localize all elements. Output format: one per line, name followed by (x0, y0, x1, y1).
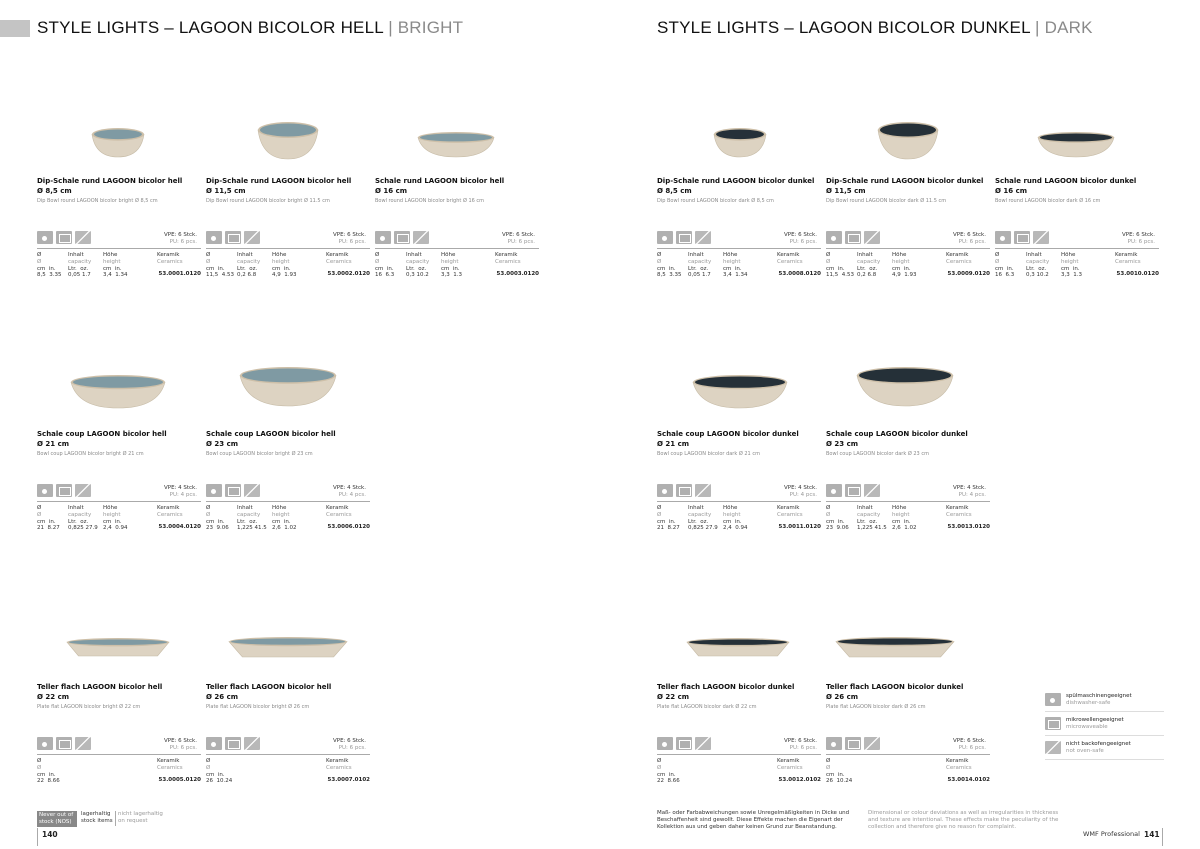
product-name: Schale rund LAGOON bicolor hell (375, 177, 505, 185)
care-icons (657, 484, 711, 497)
product-name: Dip-Schale rund LAGOON bicolor hell (206, 177, 352, 185)
dishwasher-icon (657, 231, 673, 244)
dishwasher-icon (826, 737, 842, 750)
no-oven-icon (244, 737, 260, 750)
packing-unit: VPE: 4 Stck. PU: 4 pcs. (952, 485, 986, 498)
product-card: Dip-Schale rund LAGOON bicolor dunkel Ø 8,5 cm Dip Bowl round LAGOON bicolor dark Ø 8,5 cm VPE: 6 Stck. PU: 6 pcs. Ø Ø cm in. 8,5 3.35 Inhalt capacity Ltr. oz. 0,05 1.7 Höhe height cm in. 3,4 1.34 Keramik Ceramics 53.0008.0120 (657, 177, 821, 279)
dishwasher-icon (206, 737, 222, 750)
product-size: Ø 8,5 cm (37, 187, 72, 195)
packing-unit: VPE: 4 Stck. PU: 4 pcs. (332, 485, 366, 498)
microwave-icon (845, 484, 861, 497)
microwave-icon (1045, 717, 1061, 730)
product-size: Ø 11,5 cm (826, 187, 866, 195)
product-size: Ø 16 cm (375, 187, 408, 195)
on-request-label: nicht lagerhaltig on request (118, 811, 163, 824)
care-legend: spülmaschinengeeignet dishwasher-safe mikrowellengeeignet microwaveable nicht backofengeeignet not oven-safe (1045, 688, 1164, 760)
product-size: Ø 11,5 cm (206, 187, 246, 195)
care-icons (826, 484, 880, 497)
dishwasher-icon (826, 484, 842, 497)
article-number: 53.0002.0120 (327, 271, 370, 277)
packing-unit: VPE: 6 Stck. PU: 6 pcs. (1121, 232, 1155, 245)
microwave-icon (845, 737, 861, 750)
product-image (66, 638, 170, 658)
product-name: Schale coup LAGOON bicolor dunkel (826, 430, 968, 438)
product-size: Ø 22 cm (37, 693, 70, 701)
no-oven-icon (695, 484, 711, 497)
product-image (417, 132, 495, 158)
no-oven-icon (1033, 231, 1049, 244)
article-number: 53.0013.0120 (947, 524, 990, 530)
no-oven-icon (864, 484, 880, 497)
packing-unit: VPE: 4 Stck. PU: 4 pcs. (783, 485, 817, 498)
product-name: Teller flach LAGOON bicolor hell (206, 683, 332, 691)
dishwasher-icon (37, 231, 53, 244)
article-number: 53.0011.0120 (778, 524, 821, 530)
article-number: 53.0006.0120 (327, 524, 370, 530)
product-size: Ø 16 cm (995, 187, 1028, 195)
care-icons (657, 231, 711, 244)
product-name-en: Plate flat LAGOON bicolor dark Ø 26 cm (826, 704, 926, 710)
product-name-en: Bowl coup LAGOON bicolor bright Ø 23 cm (206, 451, 313, 457)
product-name: Teller flach LAGOON bicolor hell (37, 683, 163, 691)
product-size: Ø 21 cm (657, 440, 690, 448)
product-card: Teller flach LAGOON bicolor hell Ø 26 cm Plate flat LAGOON bicolor bright Ø 26 cm VPE: 6 Stck. PU: 6 pcs. Ø Ø cm in. 26 10.24 Keramik Ceramics 53.0007.0102 (206, 683, 370, 785)
product-name-en: Dip Bowl round LAGOON bicolor bright Ø 11.5 cm (206, 198, 330, 204)
product-name: Schale coup LAGOON bicolor dunkel (657, 430, 799, 438)
dishwasher-icon (657, 737, 673, 750)
microwave-icon (845, 231, 861, 244)
product-card: Teller flach LAGOON bicolor dunkel Ø 22 cm Plate flat LAGOON bicolor dark Ø 22 cm VPE: 6 Stck. PU: 6 pcs. Ø Ø cm in. 22 8.66 Keramik Ceramics 53.0012.0102 (657, 683, 821, 785)
product-image (228, 637, 348, 659)
dishwasher-icon (37, 737, 53, 750)
article-number: 53.0010.0120 (1116, 271, 1159, 277)
dishwasher-icon (995, 231, 1011, 244)
microwave-icon (56, 231, 72, 244)
care-icons (826, 231, 880, 244)
page-title-right: STYLE LIGHTS – LAGOON BICOLOR DUNKEL | DARK (657, 18, 1093, 37)
microwave-icon (676, 737, 692, 750)
stock-items-label: lagerhaltig stock items (81, 811, 113, 824)
article-number: 53.0003.0120 (496, 271, 539, 277)
product-name: Teller flach LAGOON bicolor dunkel (826, 683, 964, 691)
microwave-icon (225, 231, 241, 244)
page-number-left: 140 (42, 830, 58, 839)
no-oven-icon (244, 231, 260, 244)
packing-unit: VPE: 4 Stck. PU: 4 pcs. (163, 485, 197, 498)
product-name: Schale rund LAGOON bicolor dunkel (995, 177, 1137, 185)
packing-unit: VPE: 6 Stck. PU: 6 pcs. (163, 738, 197, 751)
care-icons (657, 737, 711, 750)
product-card: Dip-Schale rund LAGOON bicolor hell Ø 11,5 cm Dip Bowl round LAGOON bicolor bright Ø 11.5 cm VPE: 6 Stck. PU: 6 pcs. Ø Ø cm in. 11,5 4.53 Inhalt capacity Ltr. oz. 0,2 6.8 Höhe height cm in. 4,9 1.93 Keramik Ceramics 53.0002.0120 (206, 177, 370, 279)
care-icons (206, 231, 260, 244)
product-name: Teller flach LAGOON bicolor dunkel (657, 683, 795, 691)
article-number: 53.0009.0120 (947, 271, 990, 277)
packing-unit: VPE: 6 Stck. PU: 6 pcs. (952, 738, 986, 751)
article-number: 53.0007.0102 (327, 777, 370, 783)
care-icons (375, 231, 429, 244)
care-icons (206, 484, 260, 497)
product-card: Schale coup LAGOON bicolor dunkel Ø 23 cm Bowl coup LAGOON bicolor dark Ø 23 cm VPE: 4 Stck. PU: 4 pcs. Ø Ø cm in. 23 9.06 Inhalt capacity Ltr. oz. 1,225 41.5 Höhe height cm in. 2,6 1.02 Keramik Ceramics 53.0013.0120 (826, 430, 990, 532)
care-icons (995, 231, 1049, 244)
product-card: Dip-Schale rund LAGOON bicolor dunkel Ø 11,5 cm Dip Bowl round LAGOON bicolor dark Ø 11.5 cm VPE: 6 Stck. PU: 6 pcs. Ø Ø cm in. 11,5 4.53 Inhalt capacity Ltr. oz. 0,2 6.8 Höhe height cm in. 4,9 1.93 Keramik Ceramics 53.0009.0120 (826, 177, 990, 279)
no-oven-icon (75, 484, 91, 497)
page-tab-marker (0, 20, 30, 37)
dishwasher-icon (375, 231, 391, 244)
product-card: Schale coup LAGOON bicolor hell Ø 21 cm Bowl coup LAGOON bicolor bright Ø 21 cm VPE: 4 Stck. PU: 4 pcs. Ø Ø cm in. 21 8.27 Inhalt capacity Ltr. oz. 0,825 27.9 Höhe height cm in. 2,4 0.94 Keramik Ceramics 53.0004.0120 (37, 430, 201, 532)
product-image (1037, 132, 1115, 158)
no-oven-icon (864, 231, 880, 244)
microwave-icon (676, 484, 692, 497)
no-oven-icon (413, 231, 429, 244)
product-card: Teller flach LAGOON bicolor dunkel Ø 26 cm Plate flat LAGOON bicolor dark Ø 26 cm VPE: 6 Stck. PU: 6 pcs. Ø Ø cm in. 26 10.24 Keramik Ceramics 53.0014.0102 (826, 683, 990, 785)
microwave-icon (1014, 231, 1030, 244)
no-oven-icon (1045, 741, 1061, 754)
note-german: Maß- oder Farbabweichungen sowie Unregelmäßigkeiten in Dicke und Beschaffenheit sind gewollt. Diese Effekte machen die Eigenart der Kollektion aus und geben daher keinen Grund zur Beanstandung. (657, 810, 850, 830)
packing-unit: VPE: 6 Stck. PU: 6 pcs. (163, 232, 197, 245)
product-name-en: Bowl coup LAGOON bicolor dark Ø 21 cm (657, 451, 760, 457)
product-name-en: Bowl round LAGOON bicolor bright Ø 16 cm (375, 198, 485, 204)
product-name: Dip-Schale rund LAGOON bicolor hell (37, 177, 183, 185)
product-image (686, 638, 790, 658)
microwave-icon (225, 737, 241, 750)
product-image (856, 367, 954, 407)
no-oven-icon (864, 737, 880, 750)
microwave-icon (394, 231, 410, 244)
product-size: Ø 26 cm (206, 693, 239, 701)
dishwasher-icon (826, 231, 842, 244)
microwave-icon (56, 484, 72, 497)
product-image (877, 122, 939, 160)
dishwasher-icon (657, 484, 673, 497)
product-image (257, 122, 319, 160)
no-oven-icon (695, 737, 711, 750)
product-size: Ø 21 cm (37, 440, 70, 448)
product-name: Schale coup LAGOON bicolor hell (37, 430, 167, 438)
product-card: Schale rund LAGOON bicolor dunkel Ø 16 cm Bowl round LAGOON bicolor dark Ø 16 cm VPE: 6 Stck. PU: 6 pcs. Ø Ø cm in. 16 6.3 Inhalt capacity Ltr. oz. 0,3 10.2 Höhe height cm in. 3,3 1.3 Keramik Ceramics 53.0010.0120 (995, 177, 1159, 279)
no-oven-icon (695, 231, 711, 244)
no-oven-icon (75, 231, 91, 244)
packing-unit: VPE: 6 Stck. PU: 6 pcs. (501, 232, 535, 245)
article-number: 53.0014.0102 (947, 777, 990, 783)
product-name-en: Bowl coup LAGOON bicolor bright Ø 21 cm (37, 451, 144, 457)
article-number: 53.0004.0120 (158, 524, 201, 530)
no-oven-icon (244, 484, 260, 497)
product-image (713, 128, 767, 158)
note-english: Dimensional or colour deviations as well as irregularities in thickness and texture are intentional. These effects make the peculiarity of the collection and therefore give no reason for complaint. (868, 810, 1059, 830)
product-name-en: Dip Bowl round LAGOON bicolor dark Ø 11.5 cm (826, 198, 947, 204)
care-icons (826, 737, 880, 750)
page-title-left: STYLE LIGHTS – LAGOON BICOLOR HELL | BRIGHT (37, 18, 464, 37)
packing-unit: VPE: 6 Stck. PU: 6 pcs. (783, 232, 817, 245)
packing-unit: VPE: 6 Stck. PU: 6 pcs. (952, 232, 986, 245)
care-icons (206, 737, 260, 750)
product-name-en: Dip Bowl round LAGOON bicolor bright Ø 8,5 cm (37, 198, 158, 204)
product-image (692, 375, 788, 409)
product-name-en: Plate flat LAGOON bicolor dark Ø 22 cm (657, 704, 757, 710)
product-card: Schale coup LAGOON bicolor dunkel Ø 21 cm Bowl coup LAGOON bicolor dark Ø 21 cm VPE: 4 Stck. PU: 4 pcs. Ø Ø cm in. 21 8.27 Inhalt capacity Ltr. oz. 0,825 27.9 Höhe height cm in. 2,4 0.94 Keramik Ceramics 53.0011.0120 (657, 430, 821, 532)
product-image (835, 637, 955, 659)
product-name: Schale coup LAGOON bicolor hell (206, 430, 336, 438)
dishwasher-icon (206, 484, 222, 497)
care-icons (37, 737, 91, 750)
no-oven-icon (75, 737, 91, 750)
product-card: Teller flach LAGOON bicolor hell Ø 22 cm Plate flat LAGOON bicolor bright Ø 22 cm VPE: 6 Stck. PU: 6 pcs. Ø Ø cm in. 22 8.66 Keramik Ceramics 53.0005.0120 (37, 683, 201, 785)
page-number-right: 141 (1144, 830, 1160, 839)
microwave-icon (676, 231, 692, 244)
product-name-en: Plate flat LAGOON bicolor bright Ø 26 cm (206, 704, 310, 710)
dishwasher-icon (1045, 693, 1061, 706)
care-icons (37, 231, 91, 244)
product-size: Ø 22 cm (657, 693, 690, 701)
product-card: Schale rund LAGOON bicolor hell Ø 16 cm Bowl round LAGOON bicolor bright Ø 16 cm VPE: 6 Stck. PU: 6 pcs. Ø Ø cm in. 16 6.3 Inhalt capacity Ltr. oz. 0,3 10.2 Höhe height cm in. 3,3 1.3 Keramik Ceramics 53.0003.0120 (375, 177, 539, 279)
nos-badge: Never out of stock (NOS) (37, 811, 77, 827)
product-size: Ø 26 cm (826, 693, 859, 701)
product-size: Ø 8,5 cm (657, 187, 692, 195)
product-name-en: Bowl round LAGOON bicolor dark Ø 16 cm (995, 198, 1101, 204)
product-name: Dip-Schale rund LAGOON bicolor dunkel (826, 177, 984, 185)
product-name-en: Bowl coup LAGOON bicolor dark Ø 23 cm (826, 451, 929, 457)
dishwasher-icon (206, 231, 222, 244)
product-name: Dip-Schale rund LAGOON bicolor dunkel (657, 177, 815, 185)
product-name-en: Dip Bowl round LAGOON bicolor dark Ø 8,5 cm (657, 198, 774, 204)
product-image (70, 375, 166, 409)
product-image (91, 128, 145, 158)
care-icons (37, 484, 91, 497)
product-card: Schale coup LAGOON bicolor hell Ø 23 cm Bowl coup LAGOON bicolor bright Ø 23 cm VPE: 4 Stck. PU: 4 pcs. Ø Ø cm in. 23 9.06 Inhalt capacity Ltr. oz. 1,225 41.5 Höhe height cm in. 2,6 1.02 Keramik Ceramics 53.0006.0120 (206, 430, 370, 532)
article-number: 53.0001.0120 (158, 271, 201, 277)
packing-unit: VPE: 6 Stck. PU: 6 pcs. (332, 738, 366, 751)
microwave-icon (225, 484, 241, 497)
dishwasher-icon (37, 484, 53, 497)
product-size: Ø 23 cm (206, 440, 239, 448)
brand-label: WMF Professional (1083, 830, 1140, 838)
product-card: Dip-Schale rund LAGOON bicolor hell Ø 8,5 cm Dip Bowl round LAGOON bicolor bright Ø 8,5 cm VPE: 6 Stck. PU: 6 pcs. Ø Ø cm in. 8,5 3.35 Inhalt capacity Ltr. oz. 0,05 1.7 Höhe height cm in. 3,4 1.34 Keramik Ceramics 53.0001.0120 (37, 177, 201, 279)
product-image (239, 367, 337, 407)
microwave-icon (56, 737, 72, 750)
article-number: 53.0008.0120 (778, 271, 821, 277)
product-size: Ø 23 cm (826, 440, 859, 448)
product-name-en: Plate flat LAGOON bicolor bright Ø 22 cm (37, 704, 141, 710)
packing-unit: VPE: 6 Stck. PU: 6 pcs. (332, 232, 366, 245)
article-number: 53.0012.0102 (778, 777, 821, 783)
packing-unit: VPE: 6 Stck. PU: 6 pcs. (783, 738, 817, 751)
article-number: 53.0005.0120 (158, 777, 201, 783)
